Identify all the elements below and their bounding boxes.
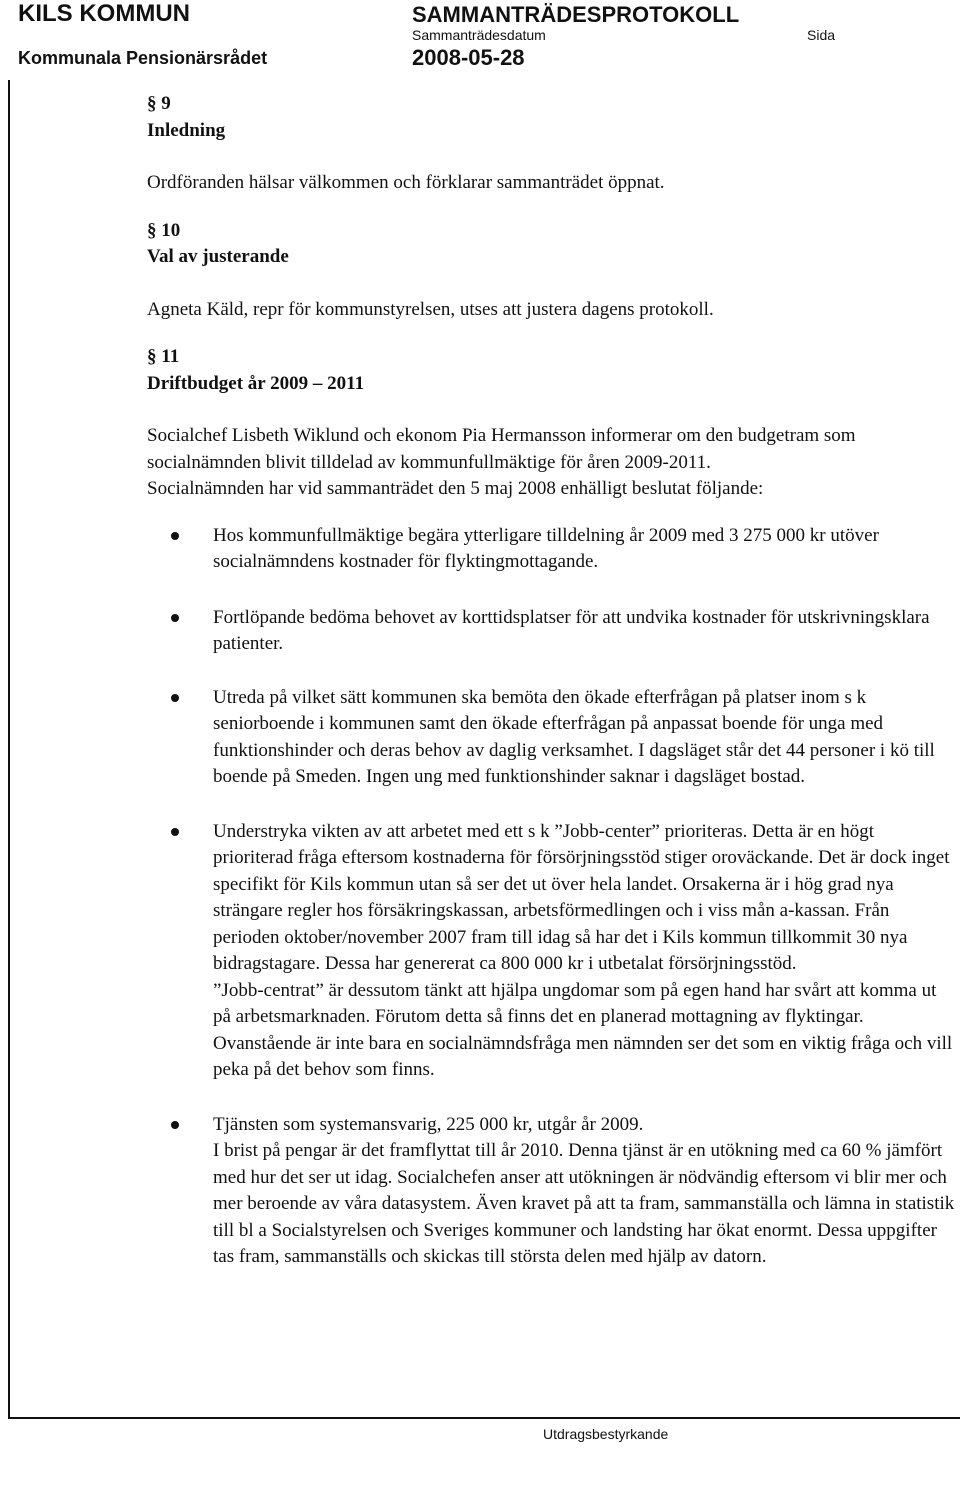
section-number: § 11: [147, 346, 180, 367]
section-title: Driftbudget år 2009 – 2011: [147, 372, 365, 394]
footer-rule: [8, 1417, 960, 1419]
page-header: [0, 0, 960, 74]
section-title: Val av justerande: [147, 246, 289, 267]
protocol-body: [147, 91, 955, 1271]
section-text: Socialnämnden har vid sammanträdet den 5 maj 2008 enhälligt beslutat följande:: [147, 478, 764, 499]
section-9: [147, 91, 955, 197]
decision-item: Tjänsten som systemansvarig, 225 000 kr, utgår år 2009. I brist på pengar är det framflyttat till år 2010. Denna tjänst är en utökning med ca 60 % jämfört med hur det ser ut idag. Socialchefen anser att utökningen är nödvändig eftersom vi blir mer och mer beroende av våra datasystem. Även kravet på att ta fram, sammanställa och lämna in statistik till bl a Socialstyrelsen och Sveriges kommuner och landsting har ökat enormt. Dessa uppgifter tas fram, sammanställs och skickas till största delen med hjälp av datorn.: [147, 1112, 955, 1271]
section-text: Ordföranden hälsar välkommen och förklarar sammanträdet öppnat.: [147, 172, 665, 193]
section-text: Agneta Käld, repr för kommunstyrelsen, utses att justera dagens protokoll.: [147, 298, 714, 320]
section-number: § 10: [147, 219, 181, 241]
certification-label: Utdragsbestyrkande: [543, 1426, 669, 1442]
meeting-date-label: Sammanträdesdatum: [412, 27, 546, 43]
unit-name: Kommunala Pensionärsrådet: [18, 48, 268, 68]
decision-item: Hos kommunfullmäktige begära ytterligare tilldelning år 2009 med 3 275 000 kr utöver socialnämndens kostnader för flyktingmottagande.: [147, 523, 955, 576]
section-number: § 9: [147, 93, 171, 114]
meeting-date: 2008-05-28: [412, 45, 525, 70]
section-10: [147, 218, 955, 324]
section-11: [147, 344, 955, 1271]
page-label: Sida: [807, 27, 836, 43]
decision-list: [147, 523, 955, 1271]
decision-item: Understryka vikten av att arbetet med ett s k ”Jobb-center” prioriteras. Detta är en högt prioriterad fråga eftersom kostnaderna för försörjningsstöd stiger oroväckande. Det är dock inget specifikt för Kils kommun utan så ser det ut över hela landet. Orsakerna är i hög grad nya strängare regler hos försäkringskassan, arbetsförmedlingen och i viss mån a-kassan. Från perioden oktober/november 2007 fram till idag så har det i Kils kommun tillkommit 30 nya bidragstagare. Dessa har genererat ca 800 000 kr i utbetalat försörjningsstöd. ”Jobb-centrat” är dessutom tänkt att hjälpa ungdomar som på egen hand har svårt att komma ut på arbetsmarknaden. Förutom detta så finns det en planerad mottagning av flyktingar. Ovanstående är inte bara en socialnämndsfråga men nämnden ser det som en viktig fråga och vill peka på det behov som finns.: [147, 819, 955, 1084]
left-margin-rule: [8, 80, 10, 1417]
section-text: Socialchef Lisbeth Wiklund och ekonom Pia Hermansson informerar om den budgetram som socialnämnden blivit tilldelad av kommunfullmäktige för åren 2009-2011.: [147, 425, 856, 473]
decision-item: Utreda på vilket sätt kommunen ska bemöta den ökade efterfrågan på platser inom s k seniorboende i kommunen samt den ökade efterfrågan på anpassat boende för unga med funktionshinder och deras behov av daglig verksamhet. I dagsläget står det 44 personer i kö till boende på Smeden. Ingen ung med funktionshinder saknar i dagsläget bostad.: [147, 685, 955, 791]
document-type: SAMMANTRÄDESPROTOKOLL: [412, 2, 740, 27]
section-title: Inledning: [147, 119, 226, 141]
decision-item: Fortlöpande bedöma behovet av korttidsplatser för att undvika kostnader för utskrivningsklara patienter.: [147, 605, 955, 658]
organization-name: KILS KOMMUN: [18, 0, 190, 27]
